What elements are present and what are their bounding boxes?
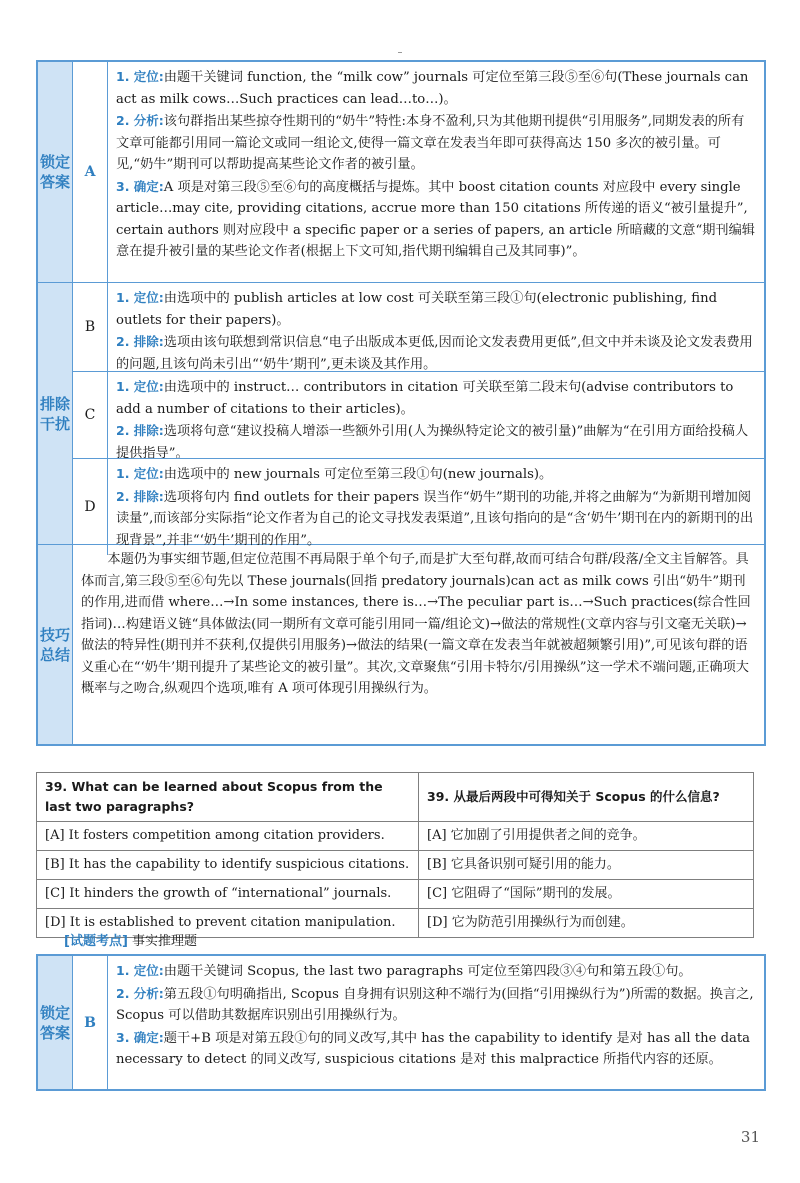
option-label: B [73,283,108,371]
answer-option-39: B [73,956,108,1089]
exclude-item-d: D 1. 定位:由选项中的 new journals 可定位至第三段①句(new journals)。 2. 排除:选项将句内 find outlets for their papers 误当作“奶牛”期刊的功能,并将之曲解为“为新期刊增加阅读量”,而该部分实际指“论文作者为自己的论文寻找发表渠道”,且该句指向的是“含‘奶牛’期刊在内的新期刊的出现背景”,并非“‘奶牛’期刊的作用”。 [73,458,764,555]
lock-answer-row [38,62,764,282]
exclude-item-c: C 1. 定位:由选项中的 instruct… contributors in citation 可关联至第二段末句(advise contributors to add a number of citations to their articles)。 2. 排除:选项将句意“建议投稿人增添一些额外引用(人为操纵特定论文的被引量)”曲解为“在引用方面给投稿人提供指导”。 [73,371,764,458]
analysis-table-39 [36,954,766,1091]
option-c-zh: [C] 它阻碍了“国际”期刊的发展。 [419,880,754,909]
lock-answer-label-39: 锁定答案 [38,956,73,1089]
question-39-table [36,772,754,938]
top-mark [398,52,402,53]
question-en: 39. What can be learned about Scopus from the last two paragraphs? [37,773,419,822]
lock-answer-content-39: 1. 定位:由题干关键词 Scopus, the last two paragraphs 可定位至第四段③④句和第五段①句。 2. 分析:第五段①句明确指出, Scopus 自身拥有识别这种不端行为(回指“引用操纵行为”)所需的数据。换言之, Scopus 可以借助其数据库识别出引用操纵行为。 3. 确定:题干+B 项是对第五段①句的同义改写,其中 has the capability to identify 是对 has all the data necessary to detect 的同义改写, suspicious citations 是对 this malpractice 所指代内容的还原。 [116,963,754,1067]
analysis-table-38 [36,60,766,746]
option-c-en: [C] It hinders the growth of “international” journals. [37,880,419,909]
skill-content: 本题仍为事实细节题,但定位范围不再局限于单个句子,而是扩大至句群,故而可结合句群/段落/全文主旨解答。具体而言,第三段⑤至⑥句先以 These journals(回指 predatory journals)can act as milk cows 引出“奶牛”期刊的作用,进而借 where…→In some instances, there is…→The peculiar part is…→Such practices(综合性回指词)…构建语义链“具体做法(同一期所有文章可能引用同一篇/组论文)→做法的常规性(文章内容与引文毫无关联)→做法的特异性(期刊并不获利,仅提供引用服务)→做法的结果(一篇文章在发表当年就被超频繁引用)”,可见该句群的语义重心在“‘奶牛’期刊提升了某些论文的被引量”。其次,文章聚焦“引用卡特尔/引用操纵”这一学术不端问题,正确项大概率与之吻合,纵观四个选项,唯有 A 项可体现引用操纵行为。 [81,552,751,696]
option-label: D [73,459,108,555]
exclude-row [38,282,764,548]
option-d-zh: [D] 它为防范引用操纵行为而创建。 [419,909,754,938]
option-d-en: [D] It is established to prevent citation manipulation. [37,909,419,938]
skill-label: 技巧总结 [38,545,73,744]
question-zh: 39. 从最后两段中可得知关于 Scopus 的什么信息? [419,773,754,822]
lock-answer-content: 1. 定位:由题干关键词 function, the “milk cow” journals 可定位至第三段⑤至⑥句(These journals can act as milk cows…Such practices can lead…to…)。 2. 分析:该句群指出某些掠夺性期刊的“奶牛”特性:本身不盈利,只为其他期刊提供“引用服务”,同期发表的所有文章可能都引用同一篇论文或同一组论文,使得一篇文章在发表当年即可获得高达 150 多次的被引量。可见,“奶牛”期刊可以帮助提高某些论文作者的被引量。 3. 确定:A 项是对第三段⑤至⑥句的高度概括与提炼。其中 boost citation counts 对应段中 every single article…may cite, providing citations, accrue more than 150 citations 所传递的语义“被引量提升”, certain authors 则对应段中 a specific paper or a series of papers, an article 所暗藏的文意“期刊编辑意在提升被引量的某些论文作者(根据上下文可知,指代期刊编辑自己及其同事)”。 [116,69,755,259]
exclude-label: 排除干扰 [38,283,73,544]
option-b-zh: [B] 它具备识别可疑引用的能力。 [419,851,754,880]
exclude-item-b: B 1. 定位:由选项中的 publish articles at low cost 可关联至第三段①句(electronic publishing, find outlets for their papers)。 2. 排除:选项由该句联想到常识信息“电子出版成本更低,因而论文发表费用更低”,但文中并未谈及论文发表费用的问题,且该句尚未引出“‘奶牛’期刊”,更未谈及其作用。 [73,283,764,371]
option-label: C [73,372,108,458]
skill-row [38,544,764,744]
lock-answer-row-39 [38,956,764,1089]
answer-option: A [73,62,108,282]
option-a-zh: [A] 它加剧了引用提供者之间的竞争。 [419,822,754,851]
test-point-tag: [试题考点] 事实推理题 [64,934,198,949]
option-b-en: [B] It has the capability to identify suspicious citations. [37,851,419,880]
lock-answer-label: 锁定答案 [38,62,73,282]
page-number: 31 [740,1128,760,1146]
option-a-en: [A] It fosters competition among citation providers. [37,822,419,851]
